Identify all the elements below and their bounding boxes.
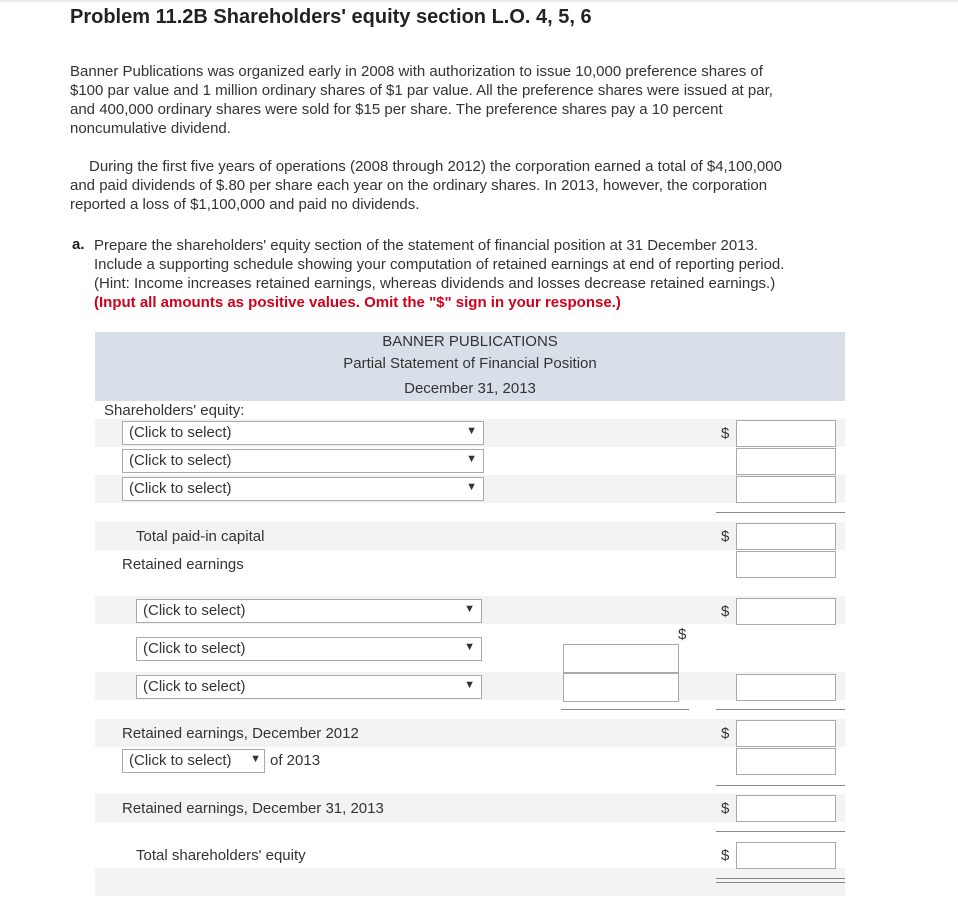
- select-value: (Click to select): [143, 602, 246, 619]
- select-value: (Click to select): [129, 480, 232, 497]
- retained-earnings-label: Retained earnings: [122, 556, 244, 573]
- paragraph-line: and paid dividends of $.80 per share each year on the ordinary shares. In 2013, however, the corporation: [70, 177, 768, 194]
- dollar-sign: $: [678, 626, 687, 643]
- statement-name: Partial Statement of Financial Position: [343, 355, 597, 372]
- dollar-sign: $: [721, 847, 730, 864]
- retained-earnings-input[interactable]: [736, 551, 836, 578]
- amount-input[interactable]: [736, 448, 836, 475]
- amount-input[interactable]: [736, 720, 836, 747]
- instruction-text: (Input all amounts as positive values. Omit the "$" sign in your response.): [94, 294, 621, 311]
- schedule-select[interactable]: [136, 637, 482, 661]
- dropdown-arrow-icon: ▼: [466, 425, 477, 437]
- total-paid-in-label: Total paid-in capital: [136, 528, 265, 545]
- account-select[interactable]: [122, 421, 484, 445]
- dropdown-arrow-icon: ▼: [466, 453, 477, 465]
- total-equity-label: Total shareholders' equity: [136, 847, 306, 864]
- dropdown-arrow-icon: ▼: [464, 603, 475, 615]
- paragraph-line: and 400,000 ordinary shares were sold for $15 per share. The preference shares pay a 10 percent: [70, 101, 723, 118]
- amount-input[interactable]: [736, 420, 836, 447]
- total-equity-input[interactable]: [736, 842, 836, 869]
- statement-header: [95, 332, 845, 401]
- section-label: Shareholders' equity:: [104, 402, 245, 419]
- page-title: Problem 11.2B Shareholders' equity section L.O. 4, 5, 6: [70, 6, 592, 28]
- schedule-select[interactable]: [136, 599, 482, 623]
- double-underline: [716, 878, 845, 879]
- underline: [561, 709, 689, 710]
- question-text: [94, 236, 784, 312]
- total-paid-in-input[interactable]: [736, 523, 836, 550]
- select-value: (Click to select): [129, 752, 232, 769]
- paragraph-line: $100 par value and 1 million ordinary shares of $1 par value. All the preference shares were issued at par,: [70, 82, 773, 99]
- dollar-sign: $: [721, 725, 730, 742]
- statement-date: December 31, 2013: [404, 380, 536, 397]
- subtotal-input[interactable]: [563, 644, 679, 673]
- select-value: (Click to select): [143, 678, 246, 695]
- of-2013-label: of 2013: [270, 752, 321, 769]
- underline: [716, 785, 845, 786]
- re-dec-31-2013-label: Retained earnings, December 31, 2013: [122, 800, 384, 817]
- company-name: BANNER PUBLICATIONS: [382, 333, 558, 350]
- paragraph-line: During the first five years of operations (2008 through 2012) the corporation earned a total of $4,100,000: [89, 158, 782, 175]
- period-select[interactable]: [122, 749, 265, 773]
- double-underline: [716, 882, 845, 883]
- dollar-sign: $: [721, 528, 730, 545]
- amount-input[interactable]: [736, 674, 836, 701]
- question-line: (Hint: Income increases retained earnings, whereas dividends and losses decrease retained earnings.): [94, 275, 776, 292]
- top-divider: [0, 0, 958, 2]
- problem-paragraph-2: [70, 157, 850, 214]
- dropdown-arrow-icon: ▼: [464, 679, 475, 691]
- paragraph-line: reported a loss of $1,100,000 and paid no dividends.: [70, 196, 420, 213]
- question-letter: a.: [72, 236, 85, 253]
- dollar-sign: $: [721, 800, 730, 817]
- problem-paragraph-1: [70, 62, 850, 138]
- underline: [716, 709, 845, 710]
- select-value: (Click to select): [143, 640, 246, 657]
- account-select[interactable]: [122, 477, 484, 501]
- question-line: Include a supporting schedule showing your computation of retained earnings at end of reporting period.: [94, 256, 785, 273]
- account-select[interactable]: [122, 449, 484, 473]
- question-line: Prepare the shareholders' equity section of the statement of financial position at 31 December 2013.: [94, 237, 759, 254]
- amount-input[interactable]: [736, 748, 836, 775]
- subtotal-input[interactable]: [563, 673, 679, 702]
- underline: [716, 831, 845, 832]
- dropdown-arrow-icon: ▼: [466, 481, 477, 493]
- paragraph-line: Banner Publications was organized early in 2008 with authorization to issue 10,000 preference shares of: [70, 63, 763, 80]
- underline: [716, 512, 845, 513]
- dollar-sign: $: [721, 603, 730, 620]
- dollar-sign: $: [721, 425, 730, 442]
- re-ending-input[interactable]: [736, 795, 836, 822]
- select-value: (Click to select): [129, 424, 232, 441]
- amount-input[interactable]: [736, 476, 836, 503]
- dropdown-arrow-icon: ▼: [250, 753, 261, 765]
- select-value: (Click to select): [129, 452, 232, 469]
- amount-input[interactable]: [736, 598, 836, 625]
- schedule-select[interactable]: [136, 675, 482, 699]
- dropdown-arrow-icon: ▼: [464, 641, 475, 653]
- paragraph-line: noncumulative dividend.: [70, 120, 231, 137]
- re-dec-2012-label: Retained earnings, December 2012: [122, 725, 359, 742]
